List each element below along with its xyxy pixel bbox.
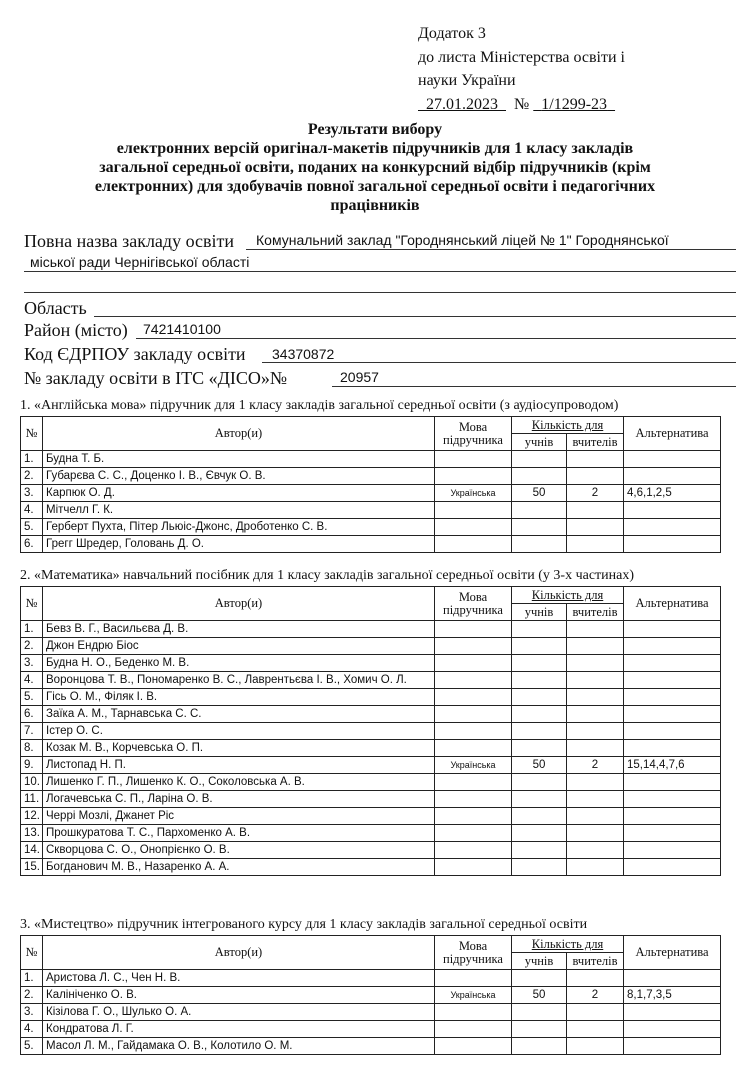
row-students [512, 1021, 567, 1038]
row-number: 13. [21, 825, 43, 842]
row-alternative [624, 621, 721, 638]
table-row [21, 791, 721, 808]
row-students [512, 791, 567, 808]
row-teachers [567, 468, 624, 485]
table-row [21, 1004, 721, 1021]
row-teachers [567, 791, 624, 808]
header-author: Автор(и) [43, 587, 435, 621]
header-count: Кількість для [512, 587, 624, 604]
row-language [435, 825, 512, 842]
row-students [512, 502, 567, 519]
title-line-3: загальної середньої освіти, поданих на конкурсний відбір підручників (крім [99, 159, 651, 176]
table-row [21, 468, 721, 485]
row-alternative [624, 468, 721, 485]
row-alternative [624, 723, 721, 740]
row-language [435, 689, 512, 706]
row-students [512, 970, 567, 987]
row-language [435, 638, 512, 655]
row-language [435, 621, 512, 638]
results-table-arts [20, 935, 721, 1055]
header-alternative: Альтернатива [624, 936, 721, 970]
table-row [21, 774, 721, 791]
row-number: 7. [21, 723, 43, 740]
row-alternative [624, 638, 721, 655]
table-header-row [21, 587, 721, 604]
edrpou-value: 34370872 [272, 346, 335, 362]
row-alternative [624, 1004, 721, 1021]
row-alternative [624, 451, 721, 468]
row-author: Губарєва С. С., Доценко І. В., Євчук О. В. [43, 468, 435, 485]
header-count: Кількість для [512, 936, 624, 953]
title-line-4: електронних) для здобувачів повної загальної середньої освіти і педагогічних [94, 178, 656, 195]
row-alternative [624, 825, 721, 842]
row-students [512, 774, 567, 791]
row-author: Будна Н. О., Беденко М. В. [43, 655, 435, 672]
header-teachers: вчителів [567, 604, 624, 621]
row-students [512, 655, 567, 672]
row-teachers [567, 723, 624, 740]
fill-line [24, 271, 736, 272]
table-row [21, 757, 721, 774]
table-row [21, 987, 721, 1004]
table-row [21, 970, 721, 987]
row-author: Істер О. С. [43, 723, 435, 740]
header-language: Мова підручника [435, 587, 512, 621]
row-teachers [567, 859, 624, 876]
header-teachers: вчителів [567, 953, 624, 970]
table-header-row [21, 417, 721, 434]
table-row [21, 842, 721, 859]
row-number: 2. [21, 638, 43, 655]
row-author: Герберт Пухта, Пітер Льюіс-Джонс, Дроботенко С. В. [43, 519, 435, 536]
header-num: № [21, 587, 43, 621]
row-students [512, 740, 567, 757]
row-teachers [567, 672, 624, 689]
row-alternative [624, 1038, 721, 1055]
row-teachers [567, 842, 624, 859]
row-alternative [624, 808, 721, 825]
row-number: 4. [21, 502, 43, 519]
row-students [512, 672, 567, 689]
row-language [435, 1004, 512, 1021]
row-language [435, 468, 512, 485]
row-students [512, 706, 567, 723]
row-students [512, 689, 567, 706]
row-number: 6. [21, 706, 43, 723]
row-author: Мітчелл Г. К. [43, 502, 435, 519]
fill-line [246, 249, 736, 250]
header-language: Мова підручника [435, 417, 512, 451]
appendix-date-line [418, 93, 625, 117]
region-label: Область [24, 298, 87, 318]
row-author: Калініченко О. В. [43, 987, 435, 1004]
row-alternative [624, 1021, 721, 1038]
row-language [435, 502, 512, 519]
row-teachers [567, 638, 624, 655]
row-author: Аристова Л. С., Чен Н. В. [43, 970, 435, 987]
row-author: Логачевська С. П., Ларіна О. В. [43, 791, 435, 808]
row-author: Заїка А. М., Тарнавська С. С. [43, 706, 435, 723]
row-number: 3. [21, 1004, 43, 1021]
row-language [435, 842, 512, 859]
table-row [21, 808, 721, 825]
row-alternative: 15,14,4,7,6 [624, 757, 721, 774]
header-count: Кількість для [512, 417, 624, 434]
row-author: Масол Л. М., Гайдамака О. В., Колотило О. М. [43, 1038, 435, 1055]
header-author: Автор(и) [43, 417, 435, 451]
table-row [21, 621, 721, 638]
row-number: 4. [21, 1021, 43, 1038]
row-language [435, 451, 512, 468]
row-alternative [624, 970, 721, 987]
row-teachers [567, 1038, 624, 1055]
row-alternative: 8,1,7,3,5 [624, 987, 721, 1004]
row-students: 50 [512, 485, 567, 502]
title-line-1: Результати вибору [307, 121, 443, 138]
row-teachers [567, 1021, 624, 1038]
row-author: Будна Т. Б. [43, 451, 435, 468]
row-students [512, 723, 567, 740]
district-label: Район (місто) [24, 320, 128, 340]
row-number: 10. [21, 774, 43, 791]
table-row [21, 740, 721, 757]
district-value: 7421410100 [143, 321, 221, 337]
row-language [435, 655, 512, 672]
row-students [512, 621, 567, 638]
table-row [21, 1021, 721, 1038]
row-language [435, 808, 512, 825]
row-alternative [624, 791, 721, 808]
row-alternative [624, 774, 721, 791]
appendix-number: 1/1299-23 [541, 95, 608, 113]
table-row [21, 451, 721, 468]
row-students [512, 808, 567, 825]
row-teachers: 2 [567, 757, 624, 774]
row-teachers [567, 502, 624, 519]
fill-line [94, 316, 736, 317]
row-teachers: 2 [567, 485, 624, 502]
row-number: 5. [21, 1038, 43, 1055]
row-number: 3. [21, 655, 43, 672]
row-number: 2. [21, 468, 43, 485]
row-language [435, 672, 512, 689]
row-author: Листопад Н. П. [43, 757, 435, 774]
header-author: Автор(и) [43, 936, 435, 970]
table-row [21, 1038, 721, 1055]
section-title-math: 2. «Математика» навчальний посібник для 1 класу закладів загальної середньої освіти (у 3-х частинах) [20, 568, 635, 583]
table-row [21, 859, 721, 876]
row-number: 9. [21, 757, 43, 774]
row-alternative [624, 842, 721, 859]
row-alternative [624, 655, 721, 672]
row-teachers [567, 655, 624, 672]
row-language [435, 859, 512, 876]
row-number: 12. [21, 808, 43, 825]
row-students: 50 [512, 757, 567, 774]
section-title-arts: 3. «Мистецтво» підручник інтегрованого курсу для 1 класу закладів загальної середньої освіти [20, 917, 588, 932]
row-author: Скворцова С. О., Онопрієнко О. В. [43, 842, 435, 859]
row-students [512, 842, 567, 859]
results-table-math [20, 586, 721, 876]
row-alternative [624, 519, 721, 536]
itc-label: № закладу освіти в ІТС «ДІСО»№ [24, 368, 288, 388]
table-row [21, 519, 721, 536]
fill-line [24, 292, 736, 293]
institution-name-value-2: міської ради Чернігівської області [30, 254, 250, 270]
header-alternative: Альтернатива [624, 587, 721, 621]
row-teachers [567, 621, 624, 638]
row-alternative [624, 502, 721, 519]
results-table-english [20, 416, 721, 553]
row-language: Українська [435, 757, 512, 774]
table-row [21, 655, 721, 672]
row-language [435, 774, 512, 791]
row-number: 8. [21, 740, 43, 757]
row-teachers [567, 706, 624, 723]
row-alternative [624, 859, 721, 876]
row-author: Карпюк О. Д. [43, 485, 435, 502]
row-language [435, 519, 512, 536]
row-author: Козак М. В., Корчевська О. П. [43, 740, 435, 757]
header-num: № [21, 417, 43, 451]
row-students [512, 451, 567, 468]
edrpou-label: Код ЄДРПОУ закладу освіти [24, 344, 246, 364]
appendix-block [418, 22, 625, 116]
table-row [21, 672, 721, 689]
row-language [435, 706, 512, 723]
fill-line [262, 362, 736, 363]
appendix-date: 27.01.2023 [426, 95, 498, 113]
appendix-line-3: науки України [418, 72, 516, 89]
row-author: Черрі Мозлі, Джанет Ріс [43, 808, 435, 825]
row-alternative [624, 672, 721, 689]
appendix-line-2: до листа Міністерства освіти і [418, 48, 625, 66]
row-author: Грегг Шредер, Головань Д. О. [43, 536, 435, 553]
row-language: Українська [435, 987, 512, 1004]
row-teachers [567, 536, 624, 553]
row-language [435, 723, 512, 740]
table-header-row [21, 936, 721, 953]
row-number: 5. [21, 689, 43, 706]
row-language [435, 1021, 512, 1038]
institution-name-label: Повна назва закладу освіти [24, 231, 235, 251]
row-students [512, 468, 567, 485]
row-author: Лишенко Г. П., Лишенко К. О., Соколовська А. В. [43, 774, 435, 791]
row-number: 4. [21, 672, 43, 689]
row-students [512, 1004, 567, 1021]
header-teachers: вчителів [567, 434, 624, 451]
header-students: учнів [512, 604, 567, 621]
row-author: Воронцова Т. В., Пономаренко В. С., Лаврентьєва І. В., Хомич О. Л. [43, 672, 435, 689]
row-students [512, 519, 567, 536]
row-language [435, 1038, 512, 1055]
row-number: 14. [21, 842, 43, 859]
row-teachers [567, 808, 624, 825]
row-teachers [567, 1004, 624, 1021]
row-language [435, 970, 512, 987]
row-number: 3. [21, 485, 43, 502]
row-number: 11. [21, 791, 43, 808]
row-alternative [624, 740, 721, 757]
table-row [21, 638, 721, 655]
table-row [21, 485, 721, 502]
row-language [435, 536, 512, 553]
document-title [30, 120, 720, 215]
row-number: 1. [21, 970, 43, 987]
row-students [512, 536, 567, 553]
appendix-line-1: Додаток 3 [418, 25, 486, 42]
row-alternative: 4,6,1,2,5 [624, 485, 721, 502]
row-teachers [567, 825, 624, 842]
row-teachers [567, 451, 624, 468]
institution-name-value-1: Комунальний заклад "Городнянський ліцей № 1" Городнянської [256, 232, 669, 248]
table-row [21, 723, 721, 740]
row-teachers [567, 740, 624, 757]
row-author: Прошкуратова Т. С., Пархоменко А. В. [43, 825, 435, 842]
row-number: 15. [21, 859, 43, 876]
row-number: 5. [21, 519, 43, 536]
table-row [21, 502, 721, 519]
row-students [512, 638, 567, 655]
row-teachers [567, 774, 624, 791]
row-language [435, 740, 512, 757]
table-row [21, 825, 721, 842]
row-teachers [567, 970, 624, 987]
row-language: Українська [435, 485, 512, 502]
row-teachers: 2 [567, 987, 624, 1004]
itc-value: 20957 [340, 369, 379, 385]
row-number: 1. [21, 621, 43, 638]
row-teachers [567, 519, 624, 536]
section-title-english: 1. «Англійська мова» підручник для 1 класу закладів загальної середньої освіти (з аудіосупроводом) [20, 398, 619, 413]
row-alternative [624, 689, 721, 706]
row-author: Джон Ендрю Біос [43, 638, 435, 655]
title-line-2: електронних версій оригінал-макетів підручників для 1 класу закладів [116, 140, 634, 157]
title-line-5: працівників [330, 197, 420, 214]
row-alternative [624, 536, 721, 553]
row-teachers [567, 689, 624, 706]
row-students [512, 825, 567, 842]
row-author: Кізілова Г. О., Шулько О. А. [43, 1004, 435, 1021]
row-author: Кондратова Л. Г. [43, 1021, 435, 1038]
appendix-no-sign: № [514, 95, 530, 113]
row-students [512, 859, 567, 876]
header-language: Мова підручника [435, 936, 512, 970]
row-students: 50 [512, 987, 567, 1004]
row-author: Богданович М. В., Назаренко А. А. [43, 859, 435, 876]
row-alternative [624, 706, 721, 723]
header-students: учнів [512, 953, 567, 970]
row-author: Бевз В. Г., Васильєва Д. В. [43, 621, 435, 638]
row-students [512, 1038, 567, 1055]
fill-line [136, 338, 736, 339]
header-alternative: Альтернатива [624, 417, 721, 451]
table-row [21, 706, 721, 723]
row-author: Гісь О. М., Філяк І. В. [43, 689, 435, 706]
header-students: учнів [512, 434, 567, 451]
row-language [435, 791, 512, 808]
fill-line [332, 386, 736, 387]
row-number: 6. [21, 536, 43, 553]
row-number: 2. [21, 987, 43, 1004]
table-row [21, 689, 721, 706]
table-row [21, 536, 721, 553]
header-num: № [21, 936, 43, 970]
row-number: 1. [21, 451, 43, 468]
